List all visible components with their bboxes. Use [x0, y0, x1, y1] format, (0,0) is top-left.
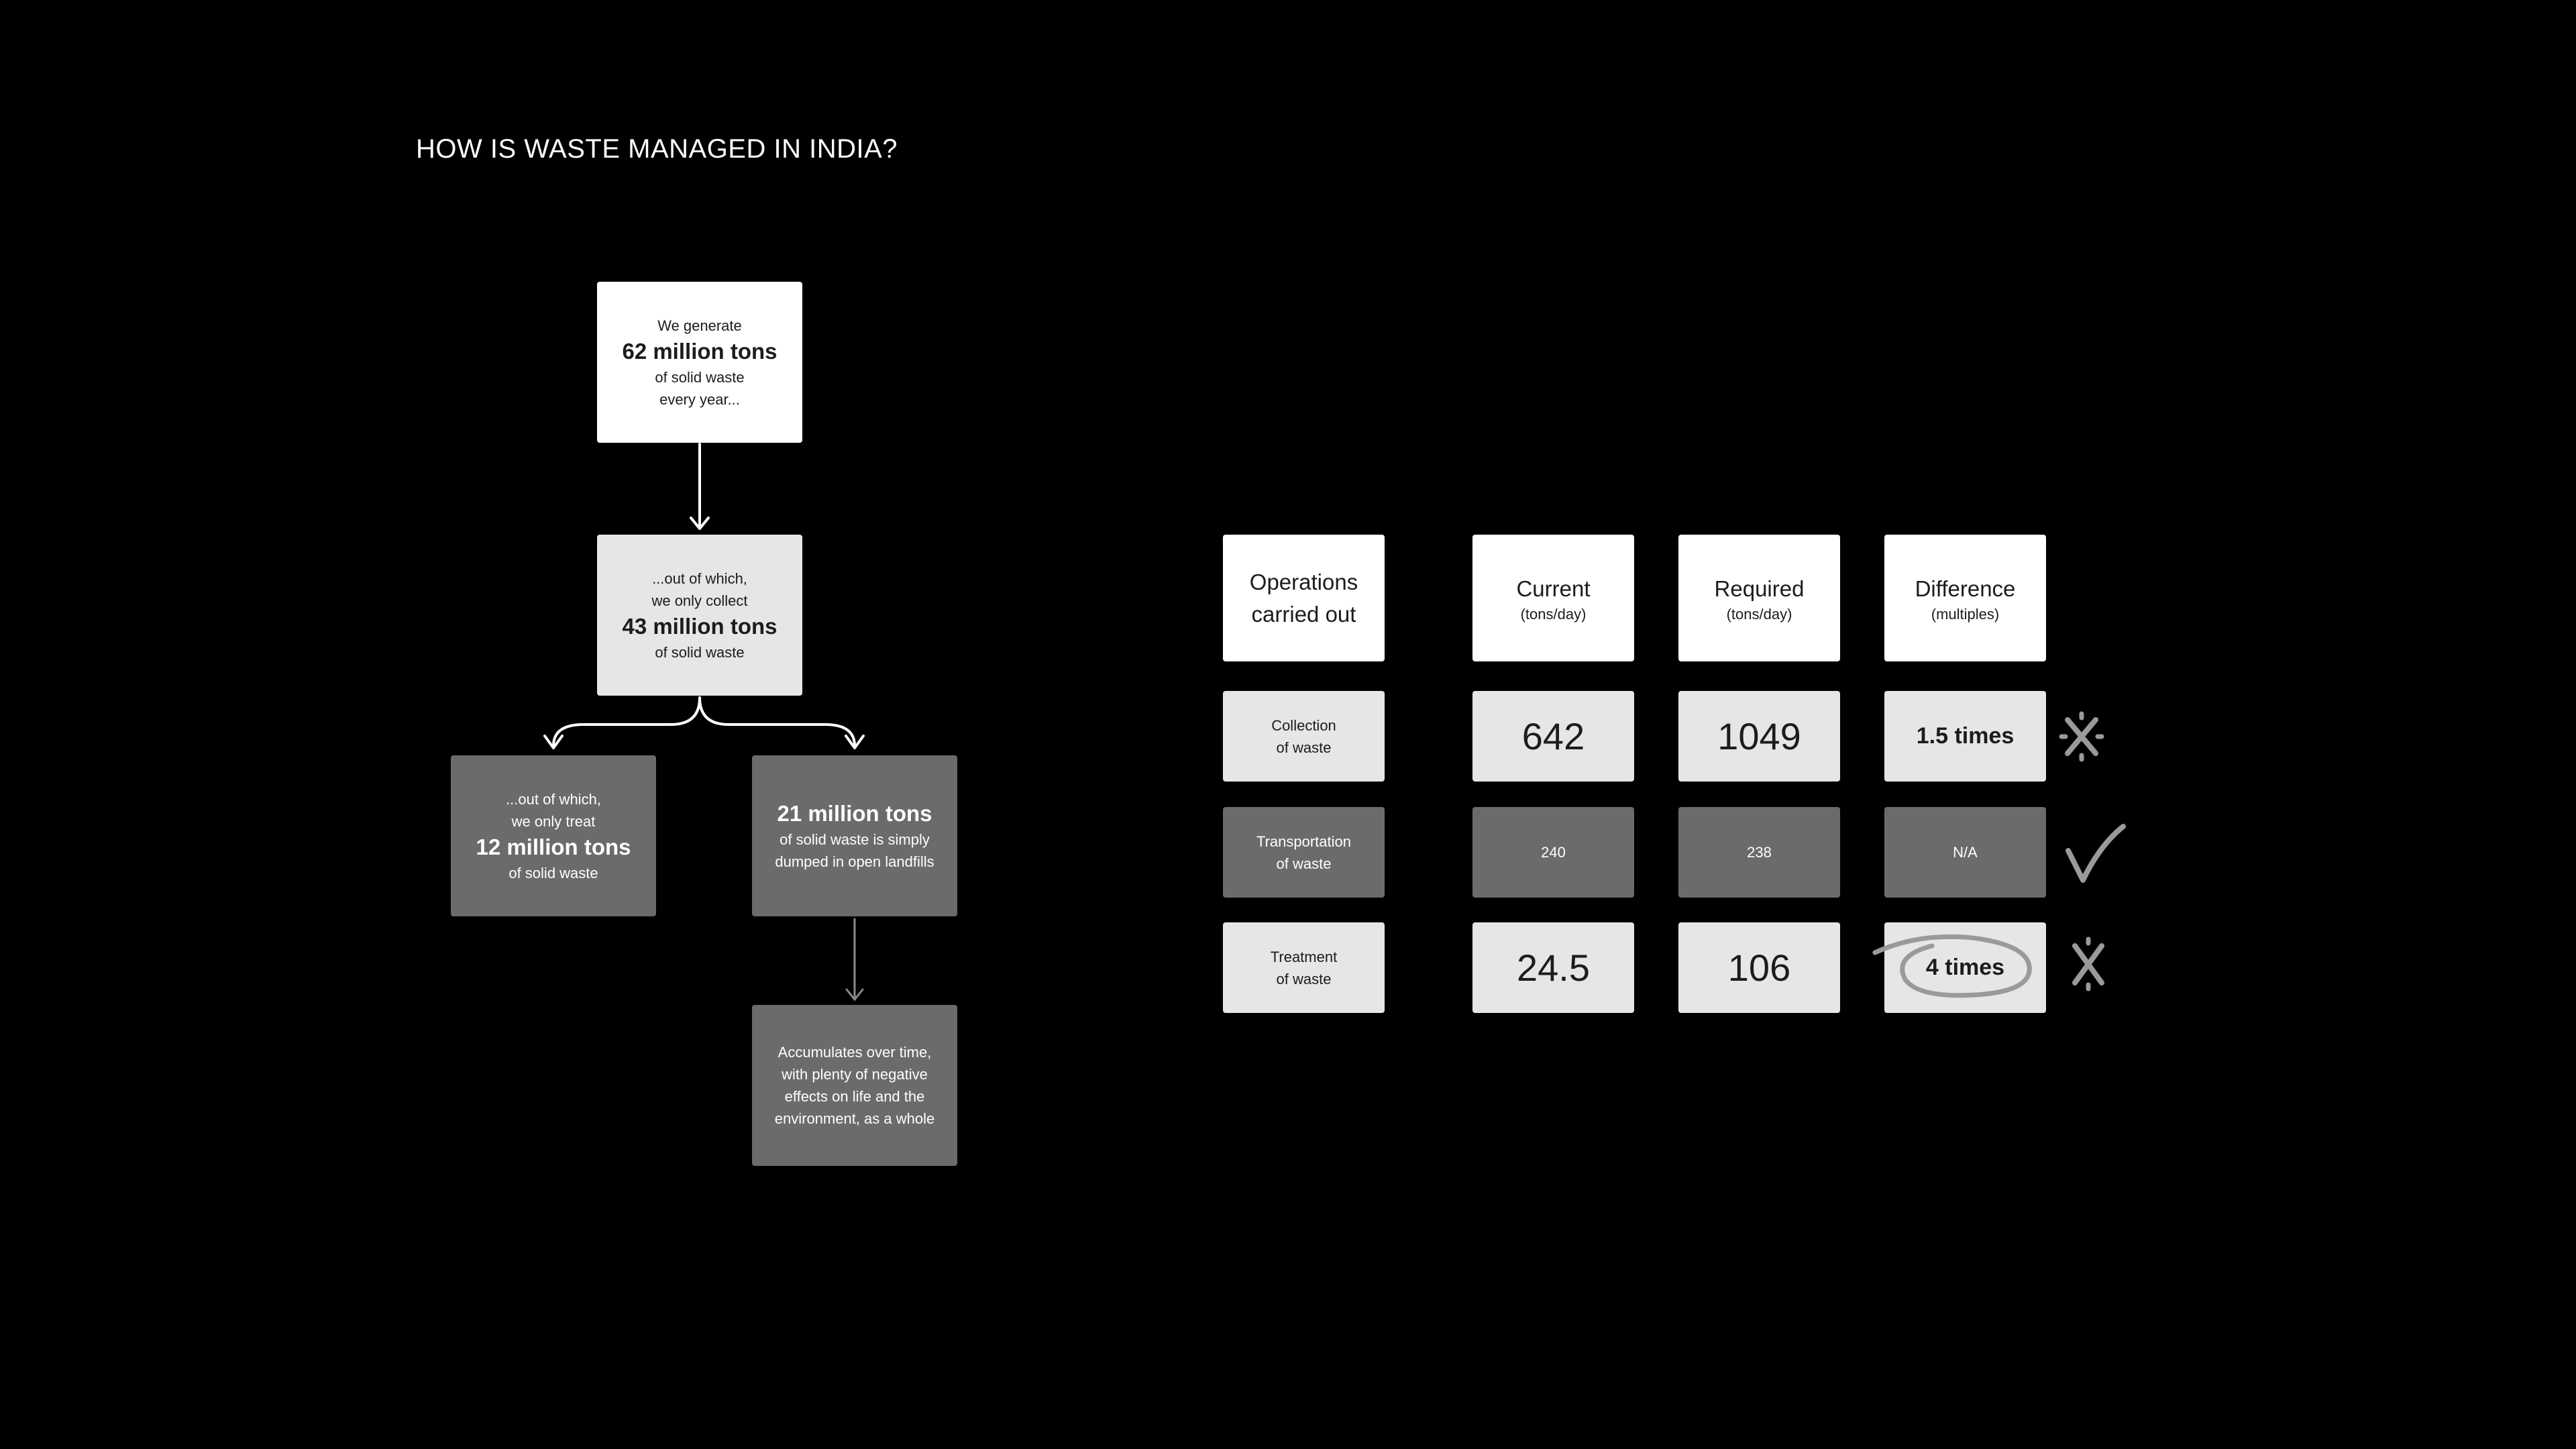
accumulates-l3: effects on life and the — [784, 1088, 925, 1105]
collect-pre2: we only collect — [651, 592, 748, 609]
generate-amount: 62 million tons — [622, 338, 777, 364]
arrow-generate-to-collect — [691, 444, 708, 529]
generate-post2: every year... — [659, 390, 740, 408]
row-treatment-current-value: 24.5 — [1517, 946, 1590, 989]
row-transportation-required — [1678, 807, 1840, 898]
row-treatment-difference-value: 4 times — [1925, 955, 2005, 980]
row-collection-op1: Collection — [1271, 716, 1336, 734]
header-operations-line2: carried out — [1251, 601, 1356, 627]
accumulates-l1: Accumulates over time, — [777, 1044, 932, 1061]
generate-post1: of solid waste — [655, 368, 745, 386]
row-transportation-current — [1472, 807, 1634, 898]
accumulates-l4: environment, as a whole — [774, 1110, 935, 1127]
row-treatment-operation — [1223, 922, 1385, 1013]
row-transportation-required-value: 238 — [1747, 843, 1772, 861]
page-title: HOW IS WASTE MANAGED IN INDIA? — [416, 134, 898, 164]
row-transportation-operation — [1223, 807, 1385, 898]
header-operations-line1: Operations — [1249, 569, 1358, 594]
treat-amount: 12 million tons — [476, 834, 631, 859]
check-icon — [2068, 826, 2123, 880]
row-collection-difference — [1884, 691, 2046, 782]
header-current — [1472, 535, 1634, 661]
collect-post: of solid waste — [655, 643, 745, 661]
header-current-label: Current — [1516, 576, 1591, 601]
dumped-post2: dumped in open landfills — [775, 853, 934, 870]
dumped-post1: of solid waste is simply — [780, 831, 930, 848]
row-collection-operation — [1223, 691, 1385, 782]
arrow-dumped-to-accumulates — [847, 919, 863, 1000]
treat-pre1: ...out of which, — [506, 790, 601, 808]
row-treatment-op2: of waste — [1276, 970, 1332, 987]
header-difference — [1884, 535, 2046, 661]
row-transportation-op2: of waste — [1276, 855, 1332, 872]
brace-split-arrows — [545, 698, 863, 748]
row-collection-difference-value: 1.5 times — [1916, 723, 2015, 749]
row-transportation-op1: Transportation — [1256, 833, 1352, 850]
row-treatment-required — [1678, 922, 1840, 1013]
row-treatment-required-value: 106 — [1727, 946, 1791, 989]
collect-pre1: ...out of which, — [652, 570, 747, 587]
row-treatment-current — [1472, 922, 1634, 1013]
treat-pre2: we only treat — [511, 812, 596, 830]
row-treatment-op1: Treatment — [1270, 948, 1338, 965]
header-required-label: Required — [1714, 576, 1805, 601]
header-operations — [1223, 535, 1385, 661]
header-difference-unit: (multiples) — [1931, 605, 2000, 623]
generate-pre: We generate — [657, 317, 742, 334]
header-difference-label: Difference — [1915, 576, 2016, 601]
row-transportation-difference-value: N/A — [1953, 843, 1978, 861]
cross-icon — [2061, 714, 2102, 759]
header-current-unit: (tons/day) — [1520, 605, 1587, 623]
header-required — [1678, 535, 1840, 661]
cross-icon — [2075, 939, 2102, 989]
dumped-amount: 21 million tons — [777, 801, 932, 826]
row-transportation-current-value: 240 — [1541, 843, 1566, 861]
row-treatment-difference — [1884, 922, 2046, 1013]
row-collection-current-value: 642 — [1521, 714, 1585, 757]
header-required-unit: (tons/day) — [1726, 605, 1792, 623]
collect-amount: 43 million tons — [622, 613, 777, 639]
row-collection-op2: of waste — [1276, 739, 1332, 756]
row-collection-required-value: 1049 — [1717, 714, 1801, 757]
row-collection-current — [1472, 691, 1634, 782]
row-transportation-difference — [1884, 807, 2046, 898]
row-collection-required — [1678, 691, 1840, 782]
accumulates-l2: with plenty of negative — [782, 1066, 928, 1083]
treat-post: of solid waste — [508, 864, 598, 881]
